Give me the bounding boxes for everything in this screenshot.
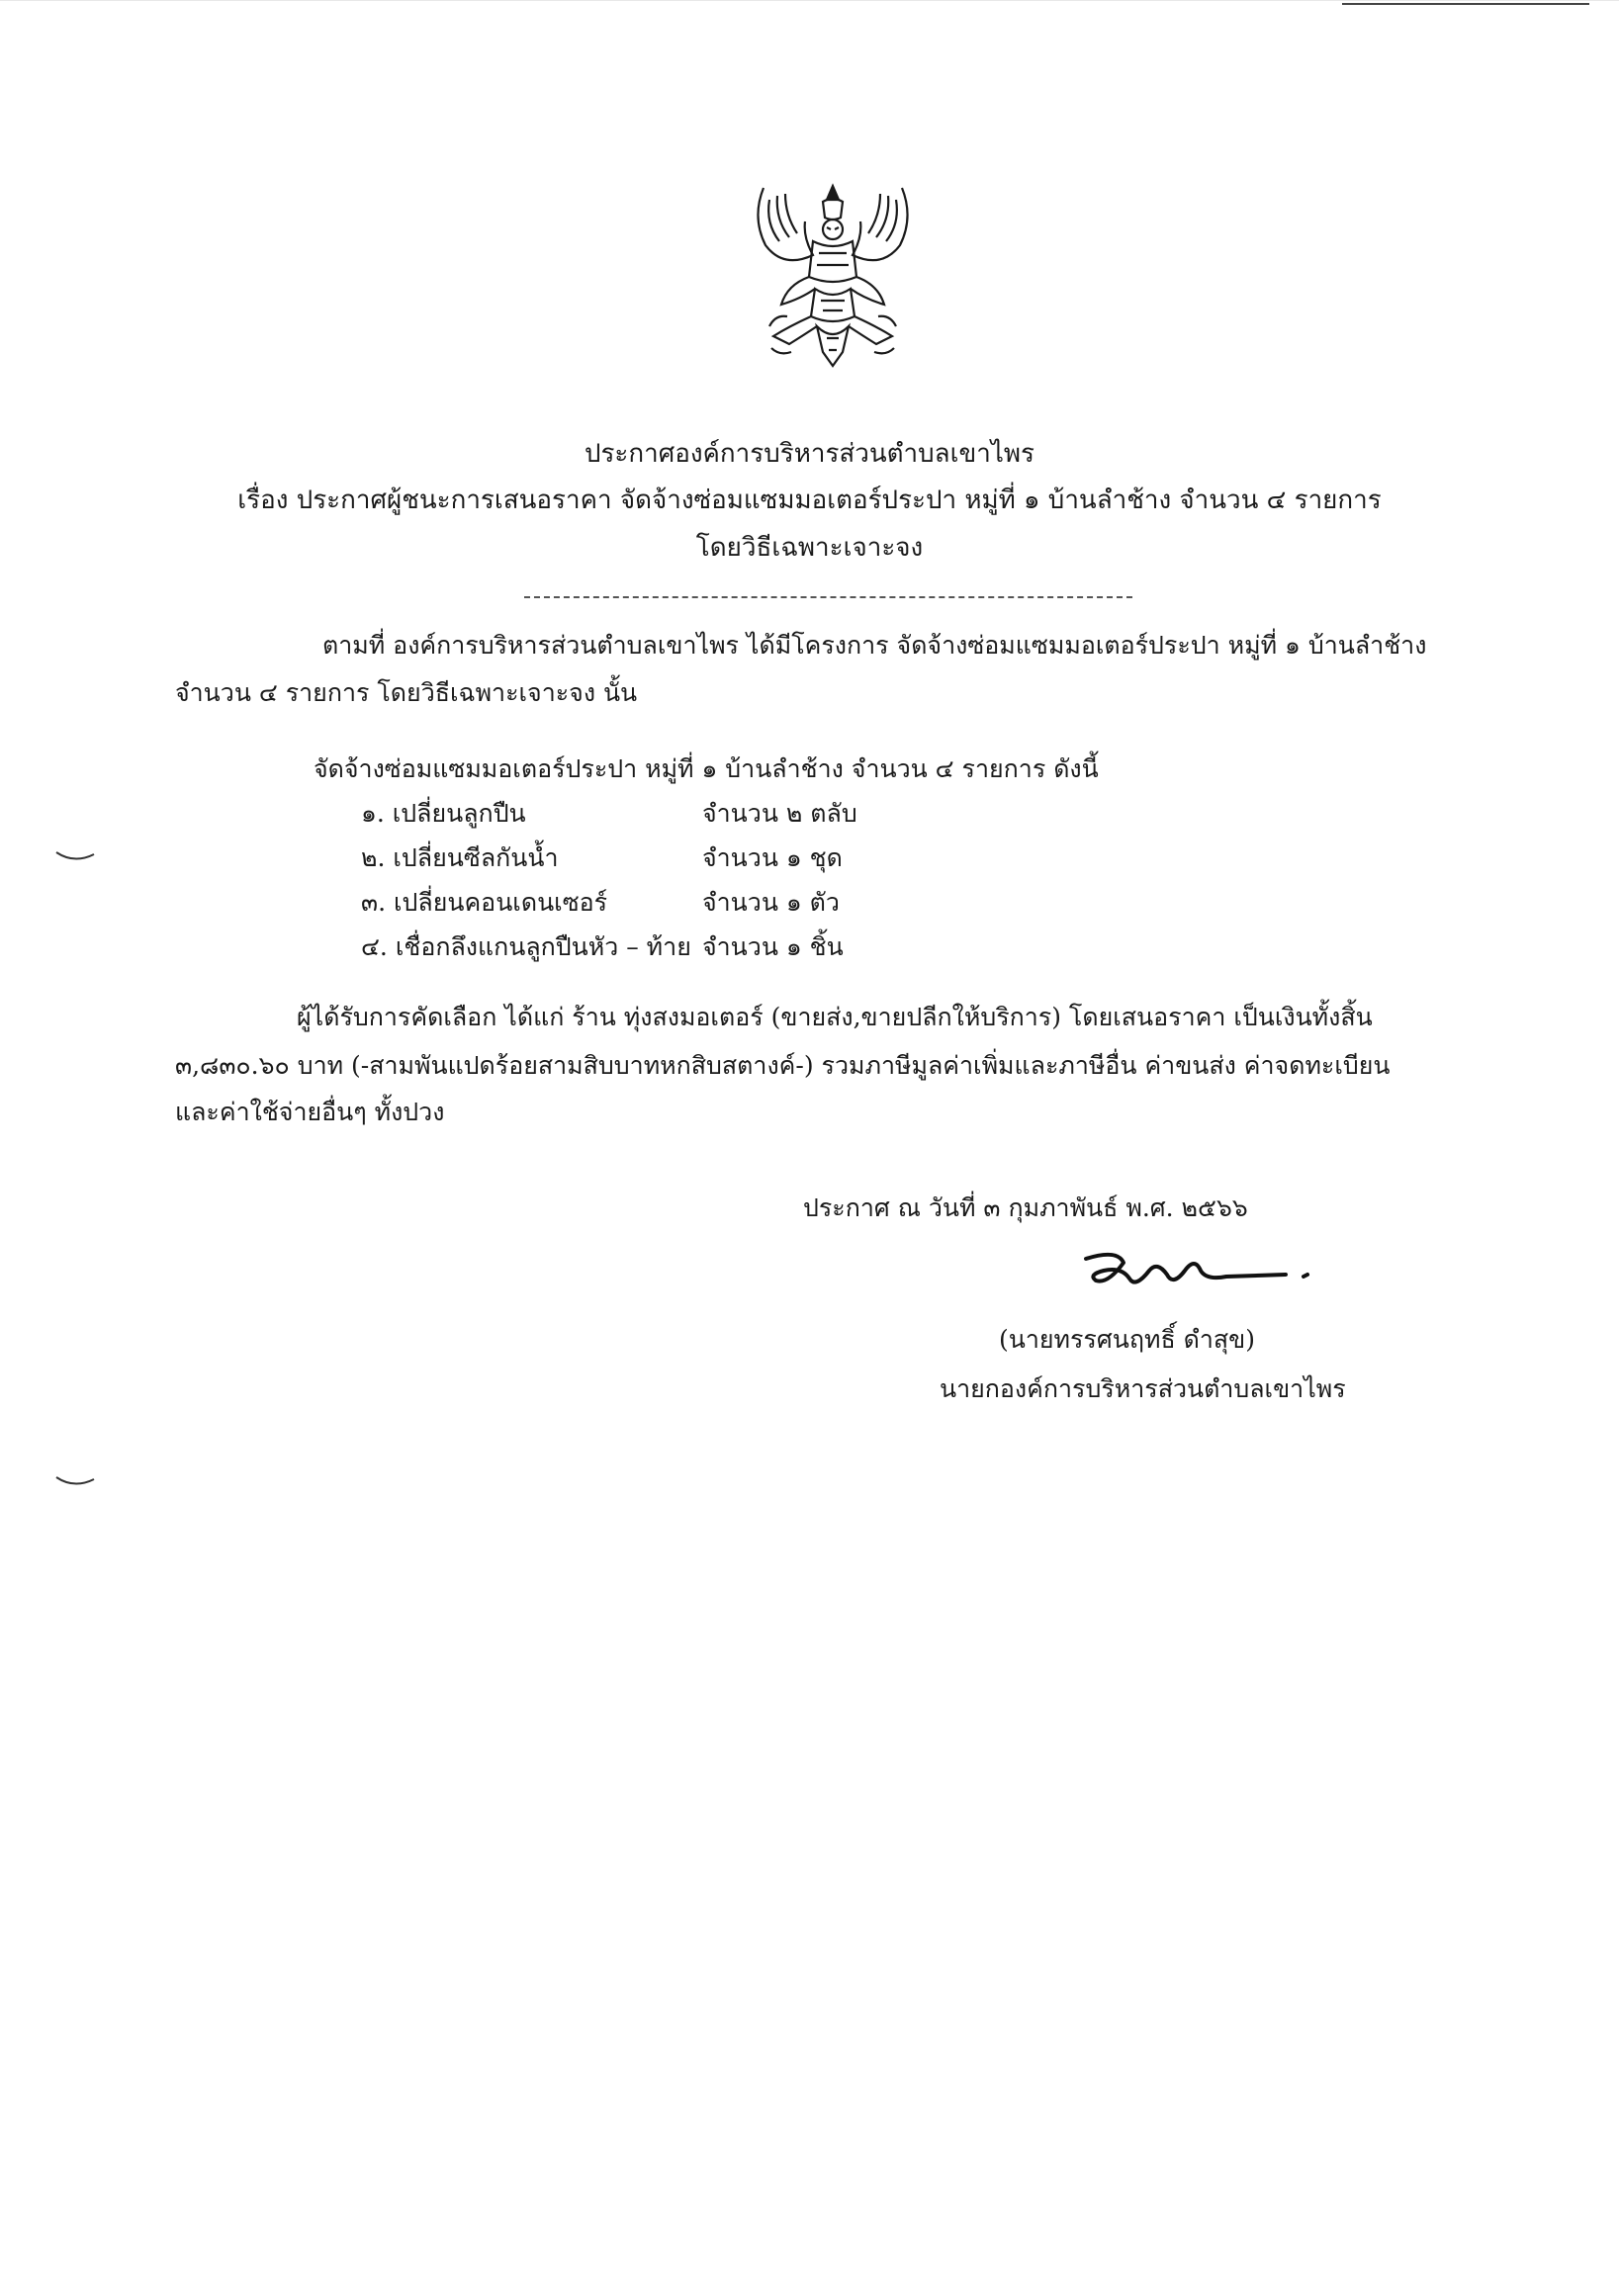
garuda-emblem-icon xyxy=(744,178,922,371)
list-item-quantity: จำนวน ๑ ชิ้น xyxy=(702,932,844,961)
scan-edge xyxy=(0,0,1619,1)
hole-punch-mark xyxy=(54,848,96,864)
winner-paragraph-line-3: และค่าใช้จ่ายอื่นๆ ทั้งปวง xyxy=(175,1098,445,1126)
signature-mark xyxy=(1078,1241,1325,1320)
winner-paragraph-line-2: ๓,๘๓๐.๖๐ บาท (-สามพันแปดร้อยสามสิบบาทหกสิบสตางค์-) รวมภาษีมูลค่าเพิ่มและภาษีอื่น ค่าขนส่ง ค่าจดทะเบียน xyxy=(175,1051,1391,1080)
announcement-date: ประกาศ ณ วันที่ ๓ กุมภาพันธ์ พ.ศ. ๒๕๖๖ xyxy=(803,1193,1248,1222)
item-list-heading: จัดจ้างซ่อมแซมมอเตอร์ประปา หมู่ที่ ๑ บ้านลำช้าง จำนวน ๔ รายการ ดังนี้ xyxy=(314,754,1099,783)
signer-position: นายกองค์การบริหารส่วนตำบลเขาไพร xyxy=(940,1374,1346,1403)
procurement-method: โดยวิธีเฉพาะเจาะจง xyxy=(695,533,924,563)
scan-top-line xyxy=(1342,3,1589,5)
list-item-quantity: จำนวน ๒ ตลับ xyxy=(702,799,857,828)
signer-name: (นายทรรศนฤทธิ์ ดำสุข) xyxy=(999,1325,1256,1354)
intro-paragraph-line-2: จำนวน ๔ รายการ โดยวิธีเฉพาะเจาะจง นั้น xyxy=(175,678,638,707)
list-item-name: ๓. เปลี่ยนคอนเดนเซอร์ xyxy=(361,888,608,917)
list-item-name: ๑. เปลี่ยนลูกปืน xyxy=(361,799,526,828)
announcement-subject: เรื่อง ประกาศผู้ชนะการเสนอราคา จัดจ้างซ่อมแซมมอเตอร์ประปา หมู่ที่ ๑ บ้านลำช้าง จำนวน ๔ รายการ xyxy=(237,486,1382,515)
announcement-title: ประกาศองค์การบริหารส่วนตำบลเขาไพร xyxy=(584,439,1035,469)
hole-punch-mark xyxy=(54,1473,96,1489)
list-item-quantity: จำนวน ๑ ตัว xyxy=(702,888,840,917)
list-item-name: ๒. เปลี่ยนซีลกันน้ำ xyxy=(361,843,559,872)
list-item-quantity: จำนวน ๑ ชุด xyxy=(702,843,843,872)
list-item-name: ๔. เชื่อกลึงแกนลูกปืนหัว – ท้าย xyxy=(361,932,691,961)
winner-paragraph-line-1: ผู้ได้รับการคัดเลือก ได้แก่ ร้าน ทุ่งสงมอเตอร์ (ขายส่ง,ขายปลีกให้บริการ) โดยเสนอราคา เป็นเงินทั้งสิ้น xyxy=(297,1003,1373,1031)
title-divider xyxy=(524,596,1132,598)
intro-paragraph-line-1: ตามที่ องค์การบริหารส่วนตำบลเขาไพร ได้มีโครงการ จัดจ้างซ่อมแซมมอเตอร์ประปา หมู่ที่ ๑ บ้านลำช้าง xyxy=(322,631,1427,660)
